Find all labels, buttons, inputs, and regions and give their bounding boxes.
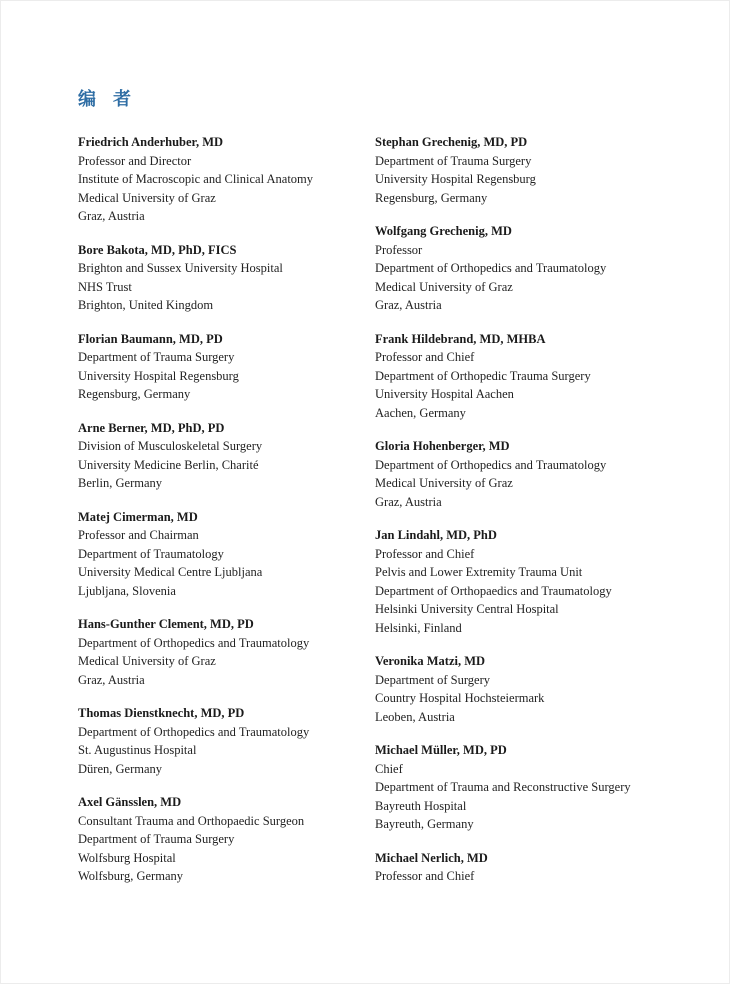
contributor-entry [78, 615, 375, 689]
contributor-affiliation-line: University Medical Centre Ljubljana [78, 565, 263, 579]
contributor-entry [78, 241, 375, 315]
contributor-affiliation-line: Professor and Chief [375, 350, 475, 364]
contributor-affiliation-line: Graz, Austria [375, 494, 442, 509]
contributor-affiliation-line: Helsinki University Central Hospital [375, 602, 559, 616]
contributor-affiliation-line: Department of Surgery [375, 672, 491, 687]
contributor-entry [375, 222, 690, 315]
contributor-affiliation-line: Professor and Chief [375, 546, 475, 561]
contributor-affiliation-line: University Hospital Aachen [375, 387, 514, 401]
contributors-column-right [375, 133, 690, 901]
contributor-affiliation-line: Aachen, Germany [375, 405, 466, 420]
contributor-name: Matej Cimerman, MD [78, 509, 198, 524]
contributor-affiliation-line: Medical University of Graz [375, 279, 513, 294]
contributor-affiliation-line: Brighton, United Kingdom [78, 298, 214, 312]
contributor-affiliation-line: Brighton and Sussex University Hospital [78, 261, 283, 275]
contributor-affiliation-line: Department of Trauma Surgery [78, 832, 235, 846]
contributor-affiliation-line: Department of Orthopedics and Traumatology [78, 724, 310, 739]
contributor-affiliation-line: Wolfsburg Hospital [78, 850, 176, 865]
contributor-entry [375, 652, 690, 726]
contributor-affiliation-line: Department of Traumatology [78, 546, 224, 561]
contributor-affiliation-line: Ljubljana, Slovenia [78, 583, 176, 598]
contributor-name: Stephan Grechenig, MD, PD [375, 135, 528, 149]
contributor-affiliation-line: Graz, Austria [78, 209, 145, 223]
contributor-entry [375, 330, 690, 423]
contributor-affiliation-line: Regensburg, Germany [78, 387, 191, 401]
contributor-affiliation-line: Department of Orthopaedics and Traumatology [375, 583, 612, 598]
contributor-affiliation-line: Professor and Chief [375, 869, 475, 883]
contributor-entry [375, 437, 690, 511]
contributor-affiliation-line: University Hospital Regensburg [375, 172, 536, 186]
contributor-entry [78, 704, 375, 778]
contributor-entry [78, 508, 375, 601]
contributor-affiliation-line: Institute of Macroscopic and Clinical Anatomy [78, 172, 314, 186]
contributor-affiliation-line: Department of Orthopedic Trauma Surgery [375, 368, 591, 383]
contributor-affiliation-line: Department of Trauma Surgery [375, 153, 532, 168]
contributor-affiliation-line: Bayreuth, Germany [375, 817, 474, 831]
contributor-name: Axel Gänsslen, MD [78, 795, 182, 809]
contributor-name: Arne Berner, MD, PhD, PD [78, 420, 225, 435]
contributor-affiliation-line: Medical University of Graz [78, 190, 216, 205]
contributor-affiliation-line: Professor and Chairman [78, 528, 199, 542]
contributor-entry [78, 133, 375, 226]
contributor-affiliation-line: Medical University of Graz [78, 654, 216, 668]
contributor-affiliation-line: Chief [375, 761, 403, 776]
contributor-name: Wolfgang Grechenig, MD [375, 224, 512, 238]
contributor-name: Hans-Gunther Clement, MD, PD [78, 617, 254, 631]
contributor-name: Friedrich Anderhuber, MD [78, 135, 224, 149]
contributor-affiliation-line: Graz, Austria [375, 298, 442, 312]
contributor-affiliation-line: Leoben, Austria [375, 709, 455, 724]
contributor-entry [375, 849, 690, 886]
contributor-entry [375, 741, 690, 834]
contributor-affiliation-line: Department of Orthopedics and Traumatology [375, 261, 607, 275]
contributors-column-left [78, 133, 375, 901]
contributor-affiliation-line: Country Hospital Hochsteiermark [375, 691, 545, 705]
contributor-affiliation-line: Wolfsburg, Germany [78, 869, 183, 883]
contributor-affiliation-line: Department of Orthopedics and Traumatology [78, 635, 310, 650]
contributor-name: Michael Müller, MD, PD [375, 743, 507, 757]
page-title: 编 者 [78, 89, 133, 109]
contributor-affiliation-line: Department of Trauma Surgery [78, 350, 235, 364]
contributor-affiliation-line: Graz, Austria [78, 672, 145, 687]
contributor-name: Michael Nerlich, MD [375, 850, 488, 865]
contributor-affiliation-line: NHS Trust [78, 279, 132, 294]
contributor-affiliation-line: Department of Trauma and Reconstructive Surgery [375, 780, 631, 794]
contributor-affiliation-line: Department of Orthopedics and Traumatology [375, 457, 607, 472]
contributor-affiliation-line: Consultant Trauma and Orthopaedic Surgeon [78, 813, 305, 828]
contributor-entry [78, 419, 375, 493]
contributor-name: Frank Hildebrand, MD, MHBA [375, 331, 546, 346]
contributor-name: Jan Lindahl, MD, PhD [375, 528, 497, 542]
contributor-affiliation-line: Professor and Director [78, 153, 192, 168]
contributor-entry [78, 330, 375, 404]
contributor-name: Florian Baumann, MD, PD [78, 331, 223, 346]
contributors-columns [78, 133, 690, 901]
contributor-affiliation-line: University Medicine Berlin, Charité [78, 457, 259, 472]
contributor-affiliation-line: Pelvis and Lower Extremity Trauma Unit [375, 565, 583, 579]
contributor-affiliation-line: Bayreuth Hospital [375, 798, 467, 813]
contributor-entry [78, 793, 375, 886]
contributor-affiliation-line: Berlin, Germany [78, 476, 163, 490]
contributor-affiliation-line: University Hospital Regensburg [78, 368, 239, 383]
contributor-entry [375, 526, 690, 637]
contributor-affiliation-line: Professor [375, 242, 423, 257]
contributor-name: Gloria Hohenberger, MD [375, 439, 510, 453]
contributor-affiliation-line: Regensburg, Germany [375, 190, 488, 205]
contributor-entry [375, 133, 690, 207]
contributor-affiliation-line: Division of Musculoskeletal Surgery [78, 439, 263, 453]
contributor-name: Veronika Matzi, MD [375, 654, 486, 668]
contributor-name: Thomas Dienstknecht, MD, PD [78, 706, 245, 720]
contributor-name: Bore Bakota, MD, PhD, FICS [78, 242, 237, 257]
contributor-affiliation-line: St. Augustinus Hospital [78, 743, 197, 757]
contributor-affiliation-line: Düren, Germany [78, 761, 162, 776]
contributor-affiliation-line: Medical University of Graz [375, 476, 513, 490]
contributor-affiliation-line: Helsinki, Finland [375, 620, 462, 635]
